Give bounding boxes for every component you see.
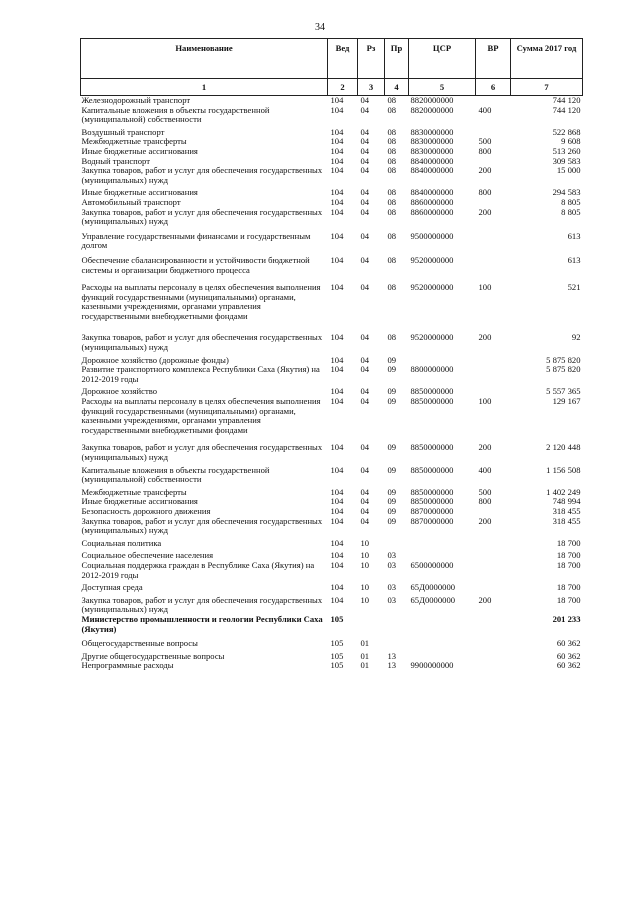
row-ved: 104 [330,396,344,407]
row-ved: 105 [330,650,344,661]
row-sum: 521 [567,282,581,293]
row-sum: 744 120 [552,95,581,105]
row-csr: 9520000000 [410,332,454,343]
row-ved: 104 [330,282,344,293]
row-ved: 104 [330,442,344,453]
row-vr [476,551,511,561]
row-name: Общегосударственные вопросы [81,638,198,649]
row-csr: 9900000000 [410,660,454,671]
column-number: 1 [81,79,328,96]
row-name: Расходы на выплаты персоналу в целях обеспечения выполнения функций государственными (муниципальными) органами, казенными учреждениями, органами управления государственными внебюджетными фондами [81,396,321,435]
row-vr [476,232,511,256]
row-pr: 09 [387,396,397,407]
column-number: 5 [409,79,476,96]
row-rz: 10 [360,550,370,561]
row-vr [476,539,511,552]
table-row [81,256,583,283]
row-rz: 04 [360,155,370,166]
row-csr: 65Д0000000 [410,582,456,593]
row-rz: 10 [360,582,370,593]
row-ved: 104 [330,515,344,526]
row-sum: 522 868 [552,126,581,137]
row-ved: 104 [330,582,344,593]
row-name: Воздушный транспорт [81,126,165,137]
row-rz: 01 [360,638,370,649]
row-pr: 08 [387,165,397,176]
row-csr: 8850000000 [410,464,454,475]
row-rz: 04 [360,95,370,105]
row-rz: 04 [360,496,370,507]
row-name: Доступная среда [81,582,143,593]
row-sum: 129 167 [552,396,581,407]
row-name: Капитальные вложения в объекты государственной (муниципальной) собственности [81,464,270,485]
row-vr: 400 [478,104,492,115]
column-number: 6 [476,79,511,96]
header-csr: ЦСР [409,39,476,79]
row-csr: 65Д0000000 [410,594,456,605]
row-sum: 744 120 [552,104,581,115]
row-vr: 200 [478,594,492,605]
row-sum: 60 362 [556,638,581,649]
row-csr: 8830000000 [410,136,454,147]
row-pr [385,615,409,639]
row-csr: 8830000000 [410,145,454,156]
row-ved: 104 [330,104,344,115]
row-vr [476,661,511,671]
row-pr: 09 [387,496,397,507]
row-pr: 03 [387,582,397,593]
budget-table [80,38,583,671]
table-row [81,639,583,652]
row-ved: 105 [330,638,344,649]
row-pr: 08 [387,230,397,241]
row-pr: 09 [387,386,397,397]
row-csr [409,539,476,552]
row-name: Капитальные вложения в объекты государственной (муниципальной) собственности [81,104,270,125]
row-name: Водный транспорт [81,155,150,166]
row-pr: 03 [387,594,397,605]
header-rz: Рз [358,39,385,79]
row-vr: 800 [478,145,492,156]
row-name: Социальная политика [81,537,162,548]
row-rz: 04 [360,364,370,375]
row-ved: 104 [330,230,344,241]
header-vr: ВР [476,39,511,79]
row-sum: 18 700 [556,550,581,561]
row-rz: 04 [360,145,370,156]
row-pr: 08 [387,126,397,137]
row-name: Социальная поддержка граждан в Республике Саха (Якутия) на 2012-2019 годы [81,559,315,580]
row-name: Развитие транспортного комплекса Республики Саха (Якутия) на 2012-2019 годы [81,364,320,384]
row-name: Дорожное хозяйство [81,386,158,397]
row-pr: 09 [387,515,397,526]
row-pr: 09 [387,486,397,497]
row-csr: 8850000000 [410,396,454,407]
row-sum: 613 [567,230,581,241]
row-name: Закупка товаров, работ и услуг для обеспечения государственных (муниципальных) нужд [81,165,323,185]
row-csr [409,615,476,639]
row-pr: 08 [387,282,397,293]
row-vr: 200 [478,332,492,343]
row-rz: 04 [360,126,370,137]
row-pr: 08 [387,196,397,207]
row-vr: 100 [478,282,492,293]
row-pr: 09 [387,505,397,516]
row-pr [385,639,409,652]
table-row [81,443,583,465]
row-rz: 04 [360,187,370,198]
row-pr: 08 [387,145,397,156]
row-sum: 748 994 [552,496,581,507]
row-csr: 8850000000 [410,496,454,507]
page-number: 34 [315,22,325,33]
row-ved: 104 [330,126,344,137]
row-rz: 10 [360,594,370,605]
row-rz: 04 [360,254,370,265]
row-name: Закупка товаров, работ и услуг для обеспечения государственных (муниципальных) нужд [81,594,323,615]
row-vr: 400 [478,464,492,475]
row-name: Межбюджетные трансферты [81,486,187,497]
row-pr: 03 [387,550,397,561]
row-csr: 6500000000 [410,559,454,570]
row-vr: 200 [478,165,492,176]
row-sum: 9 608 [561,136,581,147]
row-pr: 13 [387,660,397,671]
row-vr [476,365,511,387]
row-rz: 01 [360,660,370,671]
table-body [81,96,583,671]
row-csr: 8840000000 [410,155,454,166]
row-rz: 04 [360,486,370,497]
row-ved: 104 [330,594,344,605]
row-sum: 1 156 508 [546,464,581,475]
row-rz: 04 [360,515,370,526]
row-name: Железнодорожный транспорт [81,95,191,105]
row-vr [476,256,511,283]
row-pr: 09 [387,442,397,453]
table-row [81,166,583,188]
table-row [81,661,583,671]
column-number: 4 [385,79,409,96]
row-ved: 104 [330,95,344,105]
row-name: Непрограммные расходы [81,660,174,671]
row-csr: 8850000000 [410,486,454,497]
row-rz: 04 [360,104,370,115]
row-csr: 8800000000 [410,364,454,375]
row-ved: 104 [330,364,344,375]
row-sum: 92 [571,332,581,343]
row-vr [476,356,511,366]
row-ved: 104 [330,537,344,548]
row-rz: 10 [360,537,370,548]
table-row [81,583,583,596]
row-vr [476,583,511,596]
row-ved: 104 [330,187,344,198]
row-name: Управление государственными финансами и государственным долгом [81,230,311,251]
row-sum: 2 120 448 [546,442,581,453]
row-name: Автомобильный транспорт [81,196,181,207]
row-ved: 104 [330,165,344,176]
row-rz: 04 [360,396,370,407]
table-row [81,106,583,128]
row-name: Безопасность дорожного движения [81,505,211,516]
row-pr: 08 [387,254,397,265]
row-name: Иные бюджетные ассигнования [81,145,198,156]
row-name: Дорожное хозяйство (дорожные фонды) [81,354,229,365]
column-number: 2 [328,79,358,96]
row-sum: 5 875 820 [546,364,581,375]
row-vr: 800 [478,496,492,507]
row-rz: 01 [360,650,370,661]
row-vr: 800 [478,187,492,198]
row-pr: 03 [387,559,397,570]
row-csr: 9500000000 [410,230,454,241]
row-ved: 104 [330,155,344,166]
row-ved: 104 [330,559,344,570]
row-rz: 04 [360,196,370,207]
row-csr: 8840000000 [410,165,454,176]
table-row [81,517,583,539]
row-ved: 104 [330,254,344,265]
row-name: Расходы на выплаты персоналу в целях обеспечения выполнения функций государственными (муниципальными) органами, казенными учреждениями, органами управления государственными внебюджетными фондами [81,282,321,321]
row-name: Министерство промышленности и геологии Республики Саха (Якутия) [81,613,323,634]
row-ved: 104 [330,145,344,156]
row-csr: 8860000000 [410,206,454,217]
row-sum: 18 700 [556,537,581,548]
column-number: 7 [511,79,583,96]
row-ved: 105 [330,660,344,671]
table-row [81,596,583,615]
table-header [81,39,583,96]
row-name: Другие общегосударственные вопросы [81,650,225,661]
row-rz: 10 [360,559,370,570]
row-csr: 8820000000 [410,95,454,105]
row-pr: 09 [387,364,397,375]
row-pr: 08 [387,187,397,198]
row-csr: 8860000000 [410,196,454,207]
table-row [81,365,583,387]
row-rz: 04 [360,442,370,453]
row-vr: 200 [478,442,492,453]
row-ved: 104 [330,354,344,365]
row-sum: 309 583 [552,155,581,166]
row-ved: 104 [330,206,344,217]
row-sum: 318 455 [552,505,581,516]
row-vr: 100 [478,396,492,407]
row-pr: 13 [387,650,397,661]
row-rz: 04 [360,165,370,176]
row-pr: 08 [387,332,397,343]
row-sum: 201 233 [552,613,581,624]
row-pr: 08 [387,206,397,217]
row-pr: 08 [387,104,397,115]
row-ved: 104 [330,136,344,147]
row-sum: 60 362 [556,650,581,661]
row-sum: 60 362 [556,660,581,671]
row-rz: 04 [360,464,370,475]
row-vr: 200 [478,206,492,217]
table-row [81,232,583,256]
row-ved: 104 [330,386,344,397]
row-name: Иные бюджетные ассигнования [81,187,198,198]
column-number: 3 [358,79,385,96]
row-sum: 613 [567,254,581,265]
row-csr: 8870000000 [410,505,454,516]
header-name: Наименование [81,39,328,79]
row-name: Закупка товаров, работ и услуг для обеспечения государственных (муниципальных) нужд [81,515,323,536]
row-sum: 18 700 [556,559,581,570]
table-row [81,208,583,232]
row-vr [476,615,511,639]
table-row [81,561,583,583]
row-name: Межбюджетные трансферты [81,136,187,147]
row-rz [358,615,385,639]
row-vr [476,639,511,652]
row-vr: 500 [478,136,492,147]
row-rz: 04 [360,230,370,241]
row-ved: 104 [330,496,344,507]
row-name: Социальное обеспечение населения [81,550,214,561]
row-ved: 104 [330,505,344,516]
row-pr: 08 [387,136,397,147]
row-rz: 04 [360,354,370,365]
row-name: Закупка товаров, работ и услуг для обеспечения государственных (муниципальных) нужд [81,332,323,353]
row-vr: 500 [478,486,492,497]
row-sum: 15 000 [556,165,581,176]
row-csr: 8820000000 [410,104,454,115]
row-csr: 8830000000 [410,126,454,137]
row-sum: 5 557 365 [546,386,581,397]
row-sum: 294 583 [552,187,581,198]
table-row [81,466,583,488]
table-row [81,397,583,443]
row-csr: 8850000000 [410,442,454,453]
row-pr: 09 [387,464,397,475]
header-pr: Пр [385,39,409,79]
row-rz: 04 [360,332,370,343]
row-name: Закупка товаров, работ и услуг для обеспечения государственных (муниципальных) нужд [81,442,323,462]
row-rz: 04 [360,136,370,147]
row-csr: 8840000000 [410,187,454,198]
row-sum: 318 455 [552,515,581,526]
row-sum: 1 402 249 [546,486,581,497]
row-csr: 8870000000 [410,515,454,526]
row-ved: 104 [330,464,344,475]
row-pr: 09 [387,354,397,365]
row-name: Закупка товаров, работ и услуг для обеспечения государственных (муниципальных) нужд [81,206,323,227]
row-vr: 200 [478,515,492,526]
row-sum: 8 805 [561,196,581,207]
row-ved: 104 [330,196,344,207]
row-rz: 04 [360,386,370,397]
row-ved: 104 [330,332,344,343]
row-ved: 105 [330,613,344,624]
row-vr [476,561,511,583]
row-ved: 104 [330,486,344,497]
row-name: Обеспечение сбалансированности и устойчивости бюджетной системы и организации бюджетного процесса [81,254,310,275]
row-sum: 18 700 [556,582,581,593]
row-sum: 5 875 820 [546,354,581,365]
row-sum: 18 700 [556,594,581,605]
table-row [81,615,583,639]
header-sum: Сумма 2017 год [511,39,583,79]
header-row [81,39,583,79]
row-sum: 8 805 [561,206,581,217]
table-row [81,333,583,355]
column-number-row [81,79,583,96]
row-csr [409,639,476,652]
header-ved: Вед [328,39,358,79]
row-name: Иные бюджетные ассигнования [81,496,198,507]
row-sum: 513 260 [552,145,581,156]
row-pr: 08 [387,155,397,166]
row-csr: 8850000000 [410,386,454,397]
row-csr: 9520000000 [410,282,454,293]
row-rz: 04 [360,282,370,293]
row-ved: 104 [330,550,344,561]
row-rz: 04 [360,505,370,516]
row-csr: 9520000000 [410,254,454,265]
row-pr: 08 [387,95,397,105]
row-rz: 04 [360,206,370,217]
table-row [81,283,583,333]
row-vr [476,652,511,662]
